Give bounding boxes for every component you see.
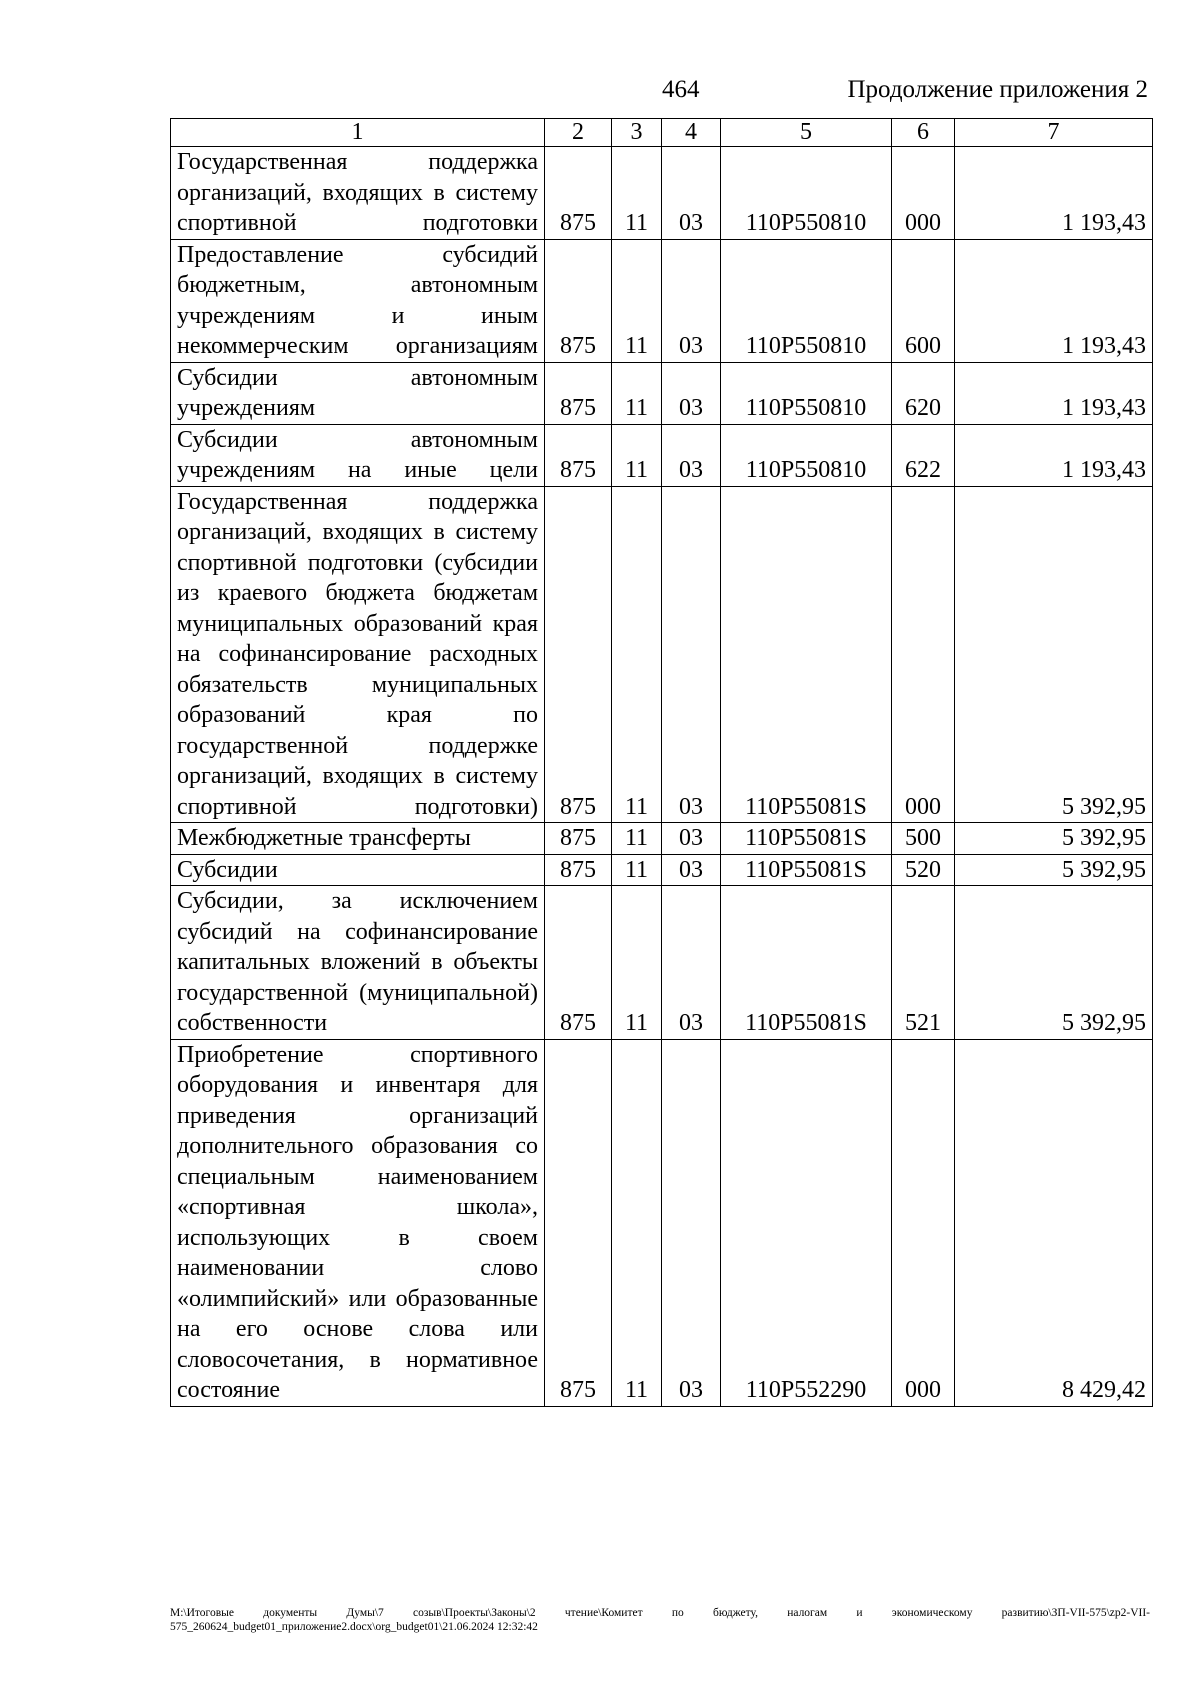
row-amount: 5 392,95 [955,854,1153,886]
row-name: Предоставление субсидий бюджетным, автономным учреждениям и иным некоммерческим организациям [171,239,545,362]
row-subsection-code: 03 [662,362,721,424]
row-subsection-code: 03 [662,239,721,362]
table-row [171,147,1153,240]
row-section-code: 11 [612,886,662,1040]
row-section-code: 11 [612,486,662,823]
row-target-code: 110Р550810 [721,147,892,240]
table-row [171,239,1153,362]
column-header: 6 [892,119,955,147]
row-section-code: 11 [612,239,662,362]
row-target-code: 110Р550810 [721,239,892,362]
row-name: Государственная поддержка организаций, входящих в систему спортивной подготовки (субсидии из краевого бюджета бюджетам муниципальных образований края на софинансирование расходных обязательств муниципальных образований края по государственной поддержке организаций, входящих в систему спортивной подготовки) [171,486,545,823]
row-section-code: 11 [612,823,662,855]
row-name: Субсидии автономным учреждениям [171,362,545,424]
row-target-code: 110Р55081S [721,486,892,823]
column-header: 4 [662,119,721,147]
row-amount: 5 392,95 [955,886,1153,1040]
row-amount: 1 193,43 [955,239,1153,362]
row-ministry-code: 875 [545,1039,612,1406]
row-ministry-code: 875 [545,147,612,240]
row-expense-type: 622 [892,424,955,486]
row-expense-type: 000 [892,1039,955,1406]
row-ministry-code: 875 [545,239,612,362]
row-target-code: 110Р55081S [721,854,892,886]
row-expense-type: 521 [892,886,955,1040]
row-amount: 1 193,43 [955,147,1153,240]
row-ministry-code: 875 [545,886,612,1040]
column-header: 1 [171,119,545,147]
row-name: Межбюджетные трансферты [171,823,545,855]
row-name: Субсидии, за исключением субсидий на софинансирование капитальных вложений в объекты государственной (муниципальной) собственности [171,886,545,1040]
row-expense-type: 600 [892,239,955,362]
row-section-code: 11 [612,1039,662,1406]
column-header: 2 [545,119,612,147]
column-header: 7 [955,119,1153,147]
row-name: Приобретение спортивного оборудования и инвентаря для приведения организаций дополнительного образования со специальным наименованием «спортивная школа», использующих в своем наименовании слово «олимпийский» или образованные на его основе слова или словосочетания, в нормативное состояние [171,1039,545,1406]
row-subsection-code: 03 [662,486,721,823]
row-subsection-code: 03 [662,854,721,886]
row-subsection-code: 03 [662,147,721,240]
row-ministry-code: 875 [545,486,612,823]
row-amount: 5 392,95 [955,486,1153,823]
row-subsection-code: 03 [662,1039,721,1406]
row-subsection-code: 03 [662,823,721,855]
table-row [171,362,1153,424]
continuation-label: Продолжение приложения 2 [847,76,1148,103]
row-target-code: 110Р550810 [721,424,892,486]
table-row [171,486,1153,823]
row-amount: 1 193,43 [955,424,1153,486]
row-subsection-code: 03 [662,886,721,1040]
page-number: 464 [662,76,700,103]
file-path-footer: М:\Итоговые документы Думы\7 созыв\Проекты\Законы\2 чтение\Комитет по бюджету, налогам и экономическому развитию\ЗП-VII-575\zp2-VII-575_260624_budget01_приложение2.docx\org_budget01\21.06.2024 12:32:42 [170,1607,1150,1633]
row-section-code: 11 [612,147,662,240]
row-subsection-code: 03 [662,424,721,486]
table-row [171,854,1153,886]
row-name: Субсидии [171,854,545,886]
row-amount: 8 429,42 [955,1039,1153,1406]
row-ministry-code: 875 [545,854,612,886]
row-expense-type: 500 [892,823,955,855]
column-header: 5 [721,119,892,147]
row-expense-type: 620 [892,362,955,424]
row-name: Государственная поддержка организаций, входящих в систему спортивной подготовки [171,147,545,240]
row-ministry-code: 875 [545,424,612,486]
table-row [171,886,1153,1040]
row-name: Субсидии автономным учреждениям на иные цели [171,424,545,486]
budget-table [170,118,1153,1407]
table-header-row [171,119,1153,147]
row-target-code: 110Р55081S [721,823,892,855]
column-header: 3 [612,119,662,147]
table-row [171,424,1153,486]
row-section-code: 11 [612,854,662,886]
row-target-code: 110Р55081S [721,886,892,1040]
row-amount: 5 392,95 [955,823,1153,855]
row-section-code: 11 [612,424,662,486]
row-amount: 1 193,43 [955,362,1153,424]
table-row [171,1039,1153,1406]
table-row [171,823,1153,855]
row-expense-type: 000 [892,486,955,823]
row-expense-type: 000 [892,147,955,240]
row-target-code: 110Р550810 [721,362,892,424]
row-expense-type: 520 [892,854,955,886]
row-ministry-code: 875 [545,362,612,424]
row-target-code: 110Р552290 [721,1039,892,1406]
row-ministry-code: 875 [545,823,612,855]
row-section-code: 11 [612,362,662,424]
